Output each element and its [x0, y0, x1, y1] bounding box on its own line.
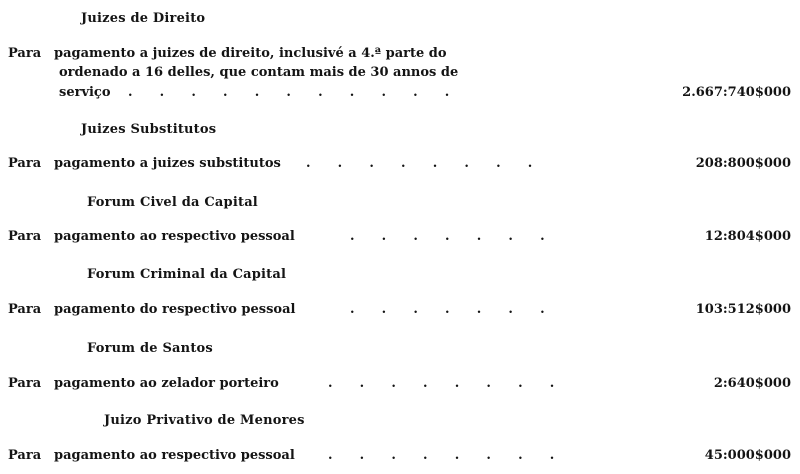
entry-amount: 103:512$000: [695, 302, 791, 317]
leader-dots: . . . . . . .: [350, 229, 545, 244]
entry-text: pagamento ao respectivo pessoal: [54, 229, 295, 244]
entry-line: [59, 85, 111, 100]
entry-amount: 2:640$000: [713, 376, 791, 391]
section-heading-forum-criminal: Forum Criminal da Capital: [87, 267, 287, 282]
leader-dots: . . . . . . .: [350, 302, 545, 317]
entry-text: serviço: [59, 85, 111, 100]
entry-line: [8, 376, 279, 391]
entry-text: pagamento a juizes substitutos: [54, 156, 281, 171]
entry-text: pagamento ao respectivo pessoal: [54, 448, 295, 463]
entry-line: [8, 46, 447, 61]
entry-text: pagamento ao zelador porteiro: [54, 376, 279, 391]
leader-dots: . . . . . . . .: [306, 156, 533, 171]
section-heading-juizes-substitutos: Juizes Substitutos: [81, 122, 217, 137]
leader-dots: . . . . . . . .: [328, 448, 555, 463]
entry-line: [8, 156, 281, 171]
entry-amount: 45:000$000: [704, 448, 791, 463]
entry-continuation: ordenado a 16 delles, que contam mais de 30 annos de: [59, 65, 459, 80]
entry-lead: Para: [8, 229, 42, 244]
entry-line: [8, 229, 295, 244]
section-heading-forum-de-santos: Forum de Santos: [87, 341, 213, 356]
entry-lead: Para: [8, 448, 42, 463]
leader-dots: . . . . . . . .: [328, 376, 555, 391]
leader-dots: . . . . . . . . . . .: [128, 85, 450, 100]
entry-lead: Para: [8, 46, 42, 61]
entry-lead: Para: [8, 302, 42, 317]
entry-text: pagamento a juizes de direito, inclusivé a 4.ª parte do: [54, 46, 447, 61]
entry-amount: 12:804$000: [704, 229, 791, 244]
section-heading-forum-civel: Forum Civel da Capital: [87, 195, 258, 210]
entry-lead: Para: [8, 156, 42, 171]
entry-line: [8, 448, 295, 463]
section-heading-juizes-de-direito: Juizes de Direito: [81, 11, 206, 26]
section-heading-juizo-privativo-de-menores: Juizo Privativo de Menores: [104, 413, 305, 428]
entry-text: pagamento do respectivo pessoal: [54, 302, 296, 317]
entry-amount: 2.667:740$000: [682, 85, 791, 100]
entry-line: [8, 302, 295, 317]
entry-lead: Para: [8, 376, 42, 391]
entry-amount: 208:800$000: [695, 156, 791, 171]
